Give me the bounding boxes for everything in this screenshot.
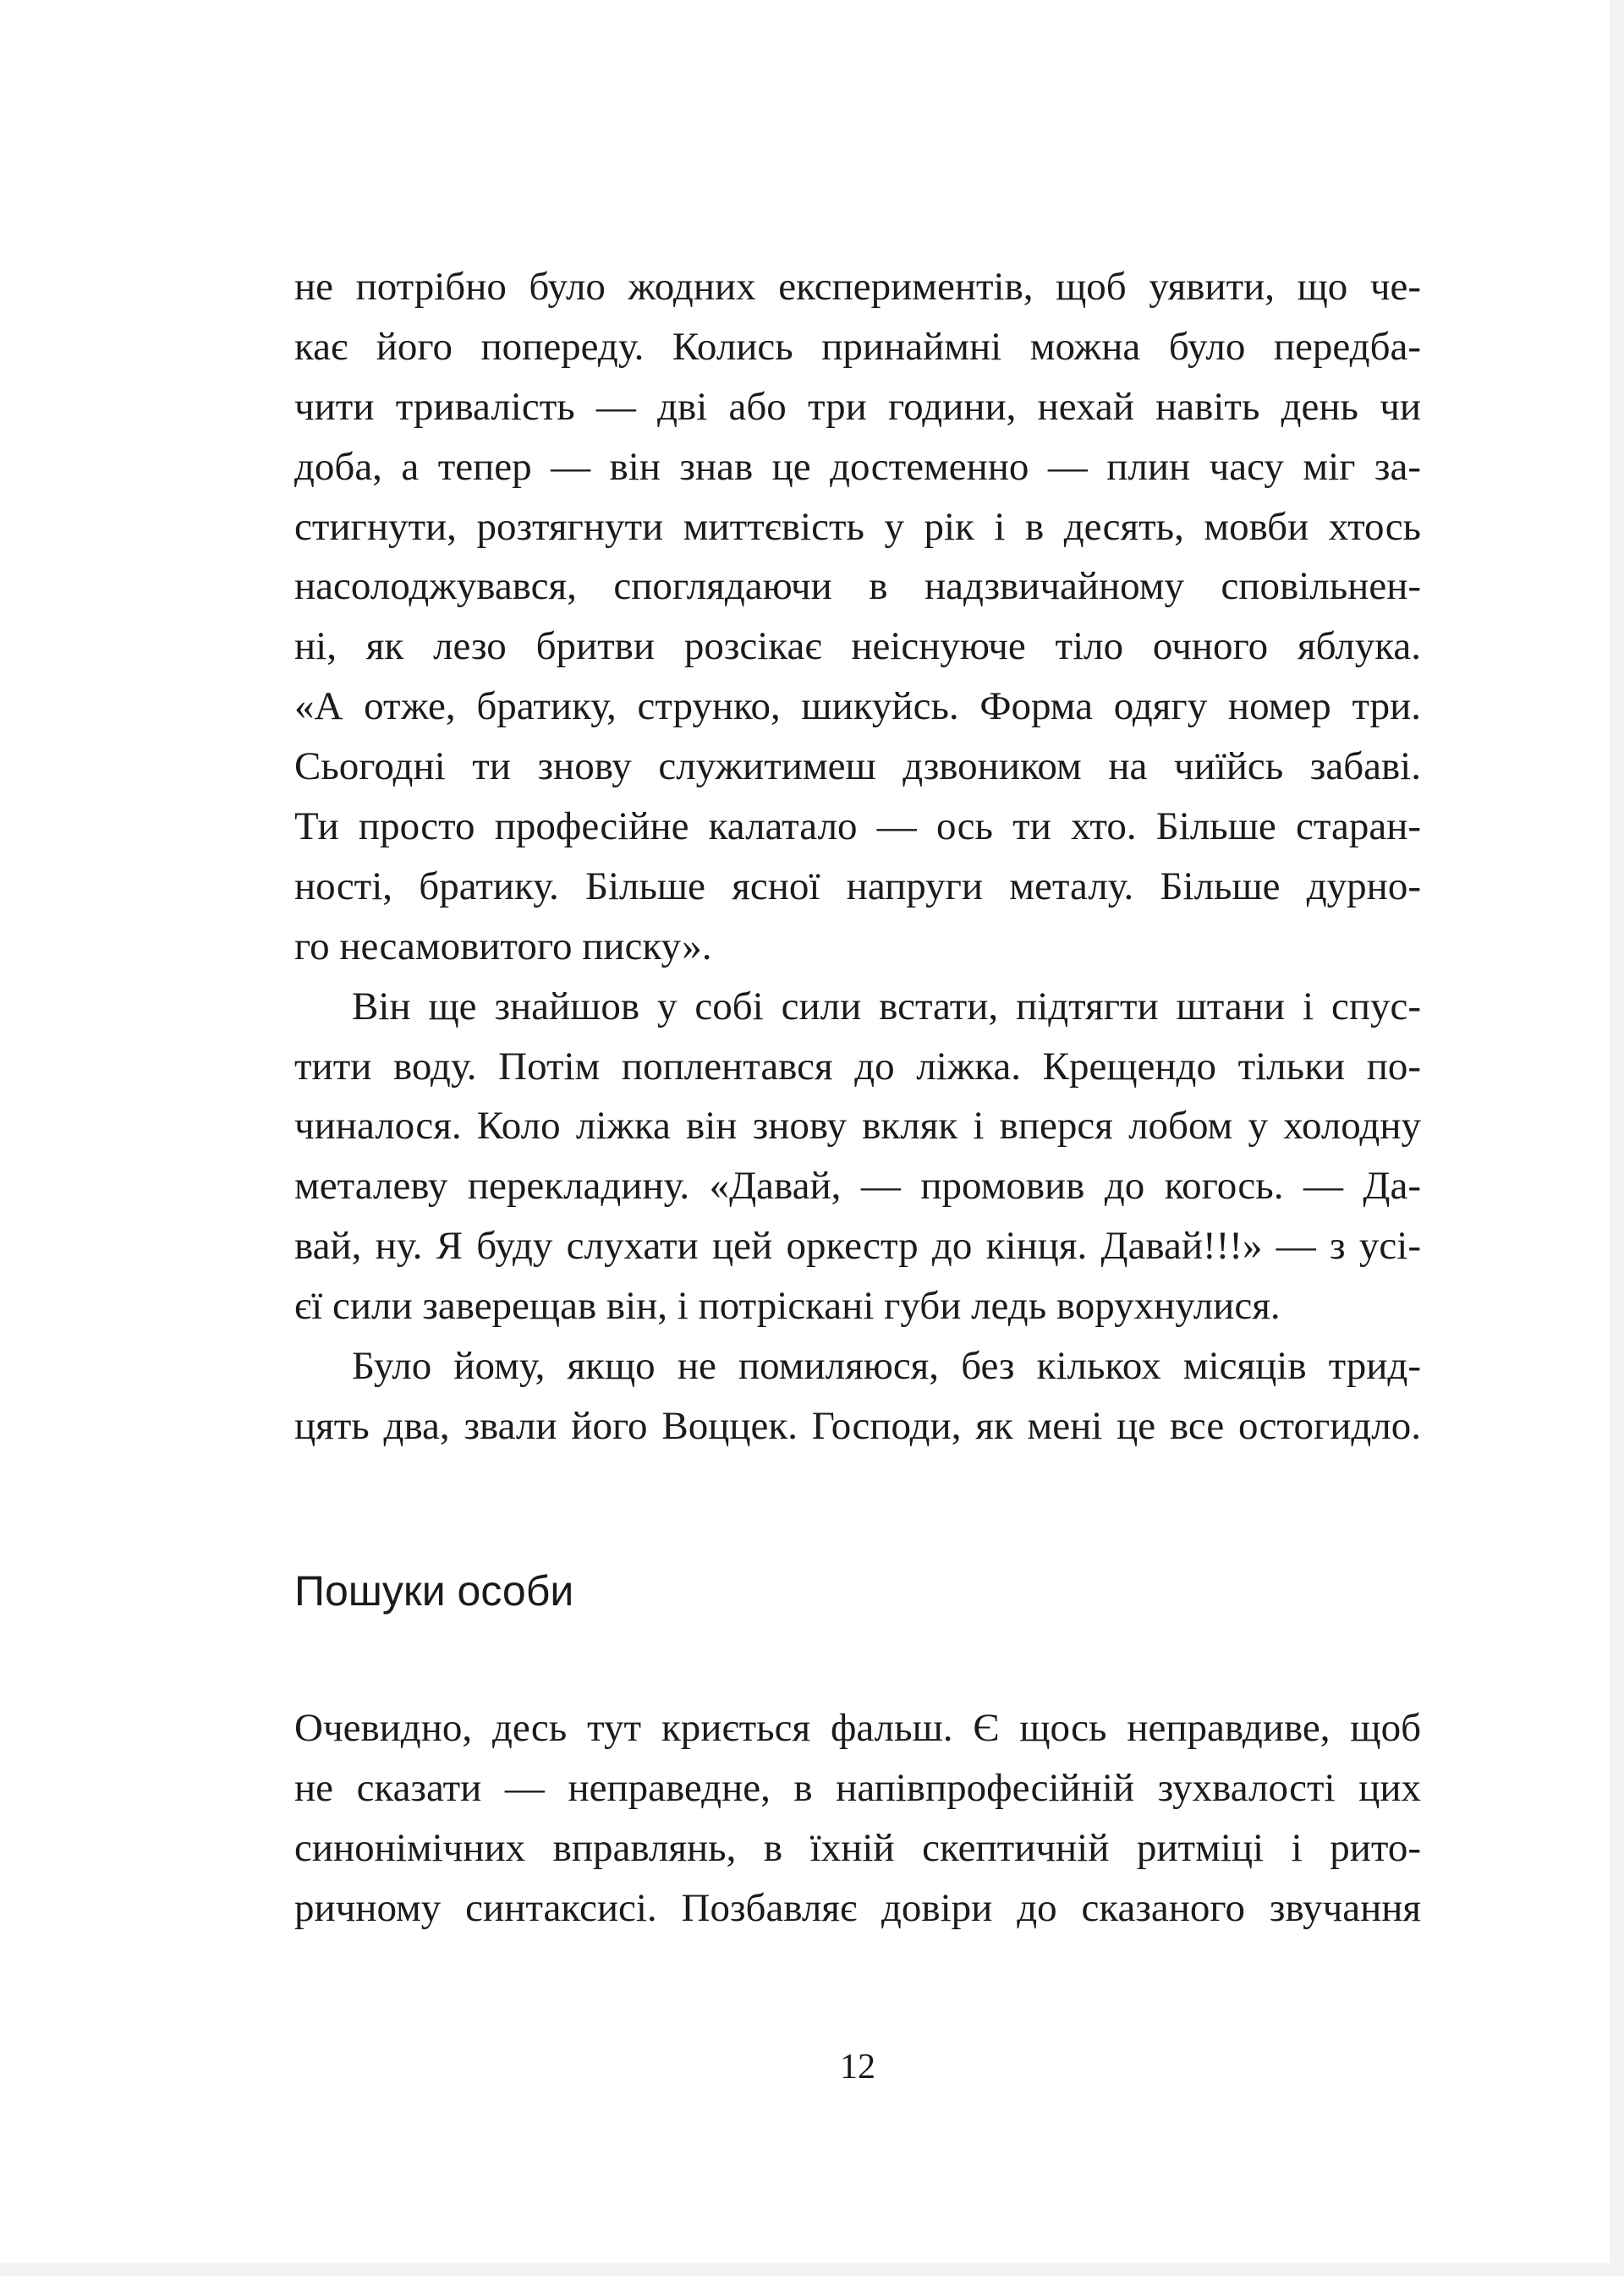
- text-line: Очевидно, десь тут криється фальш. Є щось неправдиве, щоб: [294, 1706, 1421, 1750]
- text-line: Сьогодні ти знову служитимеш дзвоником на чиїйсь забаві.: [294, 744, 1421, 789]
- text-line: ричному синтаксисі. Позбавляє довіри до сказаного звучання: [294, 1885, 1421, 1930]
- text-line: єї сили заверещав він, і потріскані губи ледь ворухнулися.: [294, 1284, 1281, 1329]
- text-line: синонімічних вправлянь, в їхній скептичній ритміці і рито-: [294, 1825, 1421, 1870]
- text-line: доба, а тепер — він знав це достеменно — плин часу міг за-: [294, 444, 1421, 489]
- text-line: цять два, звали його Воццек. Господи, як мені це все остогидло.: [294, 1403, 1421, 1448]
- text-line: «А отже, братику, струнко, шикуйсь. Форма одягу номер три.: [294, 684, 1421, 729]
- text-line: не сказати — неправедне, в напівпрофесійній зухвалості цих: [294, 1765, 1421, 1810]
- text-line: го несамовитого писку».: [294, 924, 712, 968]
- text-line: ності, братику. Більше ясної напруги металу. Більше дурно-: [294, 864, 1421, 908]
- page-number: 12: [840, 2048, 875, 2087]
- text-line: кає його попереду. Колись принаймні можна було передба-: [294, 324, 1421, 369]
- text-line: Він ще знайшов у собі сили встати, підтягти штани і спус-: [352, 984, 1421, 1028]
- body-text: [294, 257, 1421, 1456]
- text-line: Ти просто професійне калатало — ось ти хто. Більше старан-: [294, 804, 1421, 849]
- text-line: Було йому, якщо не помиляюся, без кількох місяців трид-: [352, 1344, 1421, 1389]
- text-line: тити воду. Потім поплентався до ліжка. Крещендо тільки по-: [294, 1044, 1421, 1089]
- text-line: не потрібно було жодних експериментів, щоб уявити, що че-: [294, 265, 1421, 309]
- text-line: металеву перекладину. «Давай, — промовив до когось. — Да-: [294, 1164, 1421, 1209]
- page-edge-right: [1610, 0, 1624, 2276]
- text-line: чити тривалість — дві або три години, нехай навіть день чи: [294, 384, 1421, 429]
- section-heading: Пошуки особи: [294, 1567, 574, 1615]
- section-text: [294, 1698, 1421, 1939]
- text-line: вай, ну. Я буду слухати цей оркестр до кінця. Давай!!!» — з усі-: [294, 1224, 1421, 1269]
- page-edge-bottom: [0, 2263, 1624, 2276]
- text-line: насолоджувався, споглядаючи в надзвичайному сповільнен-: [294, 564, 1421, 609]
- text-line: стигнути, розтягнути миттєвість у рік і в десять, мовби хтось: [294, 504, 1421, 549]
- text-line: чиналося. Коло ліжка він знову вкляк і вперся лобом у холодну: [294, 1104, 1421, 1149]
- text-line: ні, як лезо бритви розсікає неіснуюче тіло очного яблука.: [294, 624, 1421, 669]
